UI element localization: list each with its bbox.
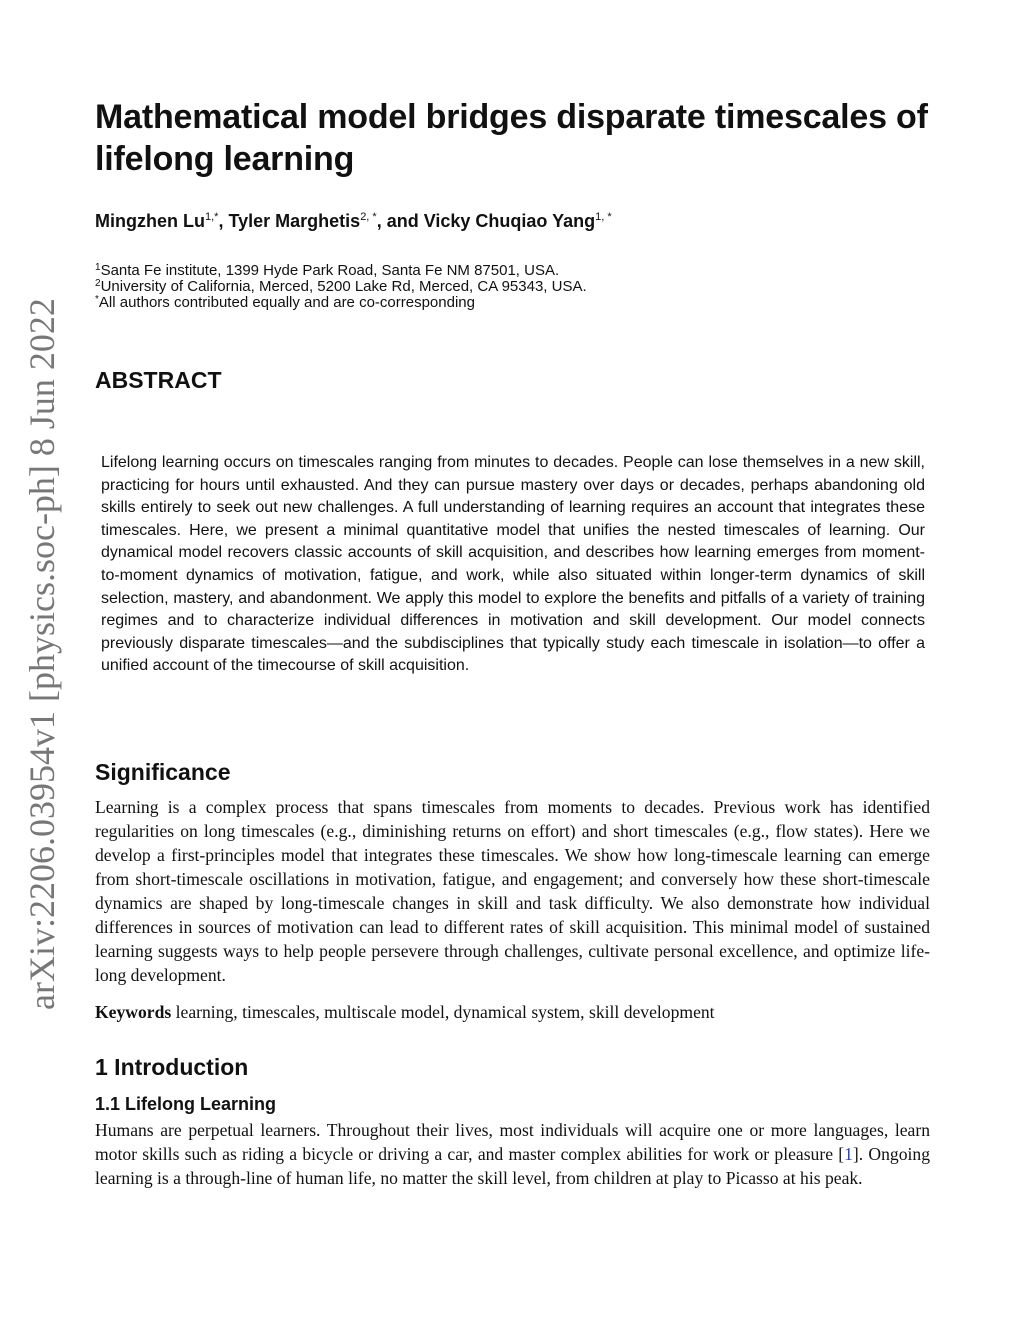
significance-heading: Significance <box>95 759 231 785</box>
paper-title: Mathematical model bridges disparate timescales of lifelong learning <box>95 98 928 178</box>
arxiv-identifier-stamp: arXiv:2206.03954v1 [physics.soc-ph] 8 Jun 2022 <box>22 298 62 1010</box>
introduction-paragraph <box>95 1118 930 1190</box>
author-affiliation-marks: 1,* <box>204 211 219 223</box>
affiliation-item <box>95 279 955 295</box>
abstract-heading: ABSTRACT <box>95 367 222 393</box>
author-list <box>95 208 955 234</box>
significance-text: Learning is a complex process that spans timescales from moments to decades. Previous work has identified regularities on long timescales (e.g., diminishing returns on effort) and short timescales (e.g., flow states). Here we develop a first-principles model that integrates these timescales. We show how long-timescale learning can emerge from short-timescale oscillations in motivation, fatigue, and engagement; and conversely how these short-timescale dynamics are shaped by long-timescale changes in skill and task difficulty. We also demonstrate how individual differences in sources of motivation can lead to different rates of skill acquisition. This minimal model of sustained learning suggests ways to help people persevere through challenges, cultivate personal excellence, and optimize life-long development. <box>95 797 930 985</box>
author-name: Mingzhen Lu <box>95 211 205 231</box>
author-affiliation-marks: 1, * <box>595 211 612 223</box>
affiliation-item <box>95 263 955 279</box>
keywords-line <box>95 1000 930 1024</box>
abstract-text: Lifelong learning occurs on timescales ranging from minutes to decades. People can lose themselves in a new skill, practicing for hours until exhausted. And they can pursue mastery over days or decades, perhaps abandoning old skills entirely to seek out new challenges. A full understanding of learning requires an account that integrates these timescales. Here, we present a minimal quantitative model that unifies the nested timescales of learning. Our dynamical model recovers classic accounts of skill acquisition, and describes how learning emerges from moment-to-moment dynamics of motivation, fatigue, and work, while also situated within longer-term dynamics of skill selection, mastery, and abandonment. We apply this model to explore the benefits and pitfalls of a variety of training regimes and to characterize individual differences in motivation and skill development. Our model connects previously disparate timescales—and the subdisciplines that typically study each timescale in isolation—to offer a unified account of the timecourse of skill acquisition. <box>101 454 925 675</box>
introduction-heading: 1 Introduction <box>95 1054 249 1080</box>
affiliation-list <box>95 263 955 311</box>
affiliation-item <box>95 295 955 311</box>
author-name: Vicky Chuqiao Yang <box>423 211 596 231</box>
keywords-label: Keywords <box>95 1002 172 1022</box>
affiliation-text: All authors contributed equally and are co-corresponding <box>98 294 475 311</box>
author-separator: , and <box>376 211 424 231</box>
author-affiliation-marks: 2, * <box>360 211 377 223</box>
author-separator: , <box>218 211 229 231</box>
affiliation-text: Santa Fe institute, 1399 Hyde Park Road, Santa Fe NM 87501, USA. <box>100 262 560 279</box>
affiliation-mark: 2 <box>95 278 101 289</box>
introduction-text-part: Humans are perpetual learners. Throughout their lives, most individuals will acquire one or more languages, learn motor skills such as riding a bicycle or driving a car, and master complex abilities for work or pleasure [ <box>95 1120 930 1164</box>
introduction-text-part: ]. Ongoing learning is a through-line of human life, no matter the skill level, from children at play to Picasso at his peak. <box>95 1144 930 1188</box>
author-name: Tyler Marghetis <box>228 211 361 231</box>
lifelong-learning-subheading: 1.1 Lifelong Learning <box>95 1094 277 1114</box>
keywords-text: learning, timescales, multiscale model, dynamical system, skill development <box>175 1002 715 1022</box>
affiliation-text: University of California, Merced, 5200 Lake Rd, Merced, CA 95343, USA. <box>100 278 587 295</box>
citation-link[interactable]: 1 <box>844 1144 853 1164</box>
affiliation-mark: * <box>95 294 99 305</box>
affiliation-mark: 1 <box>95 262 101 273</box>
